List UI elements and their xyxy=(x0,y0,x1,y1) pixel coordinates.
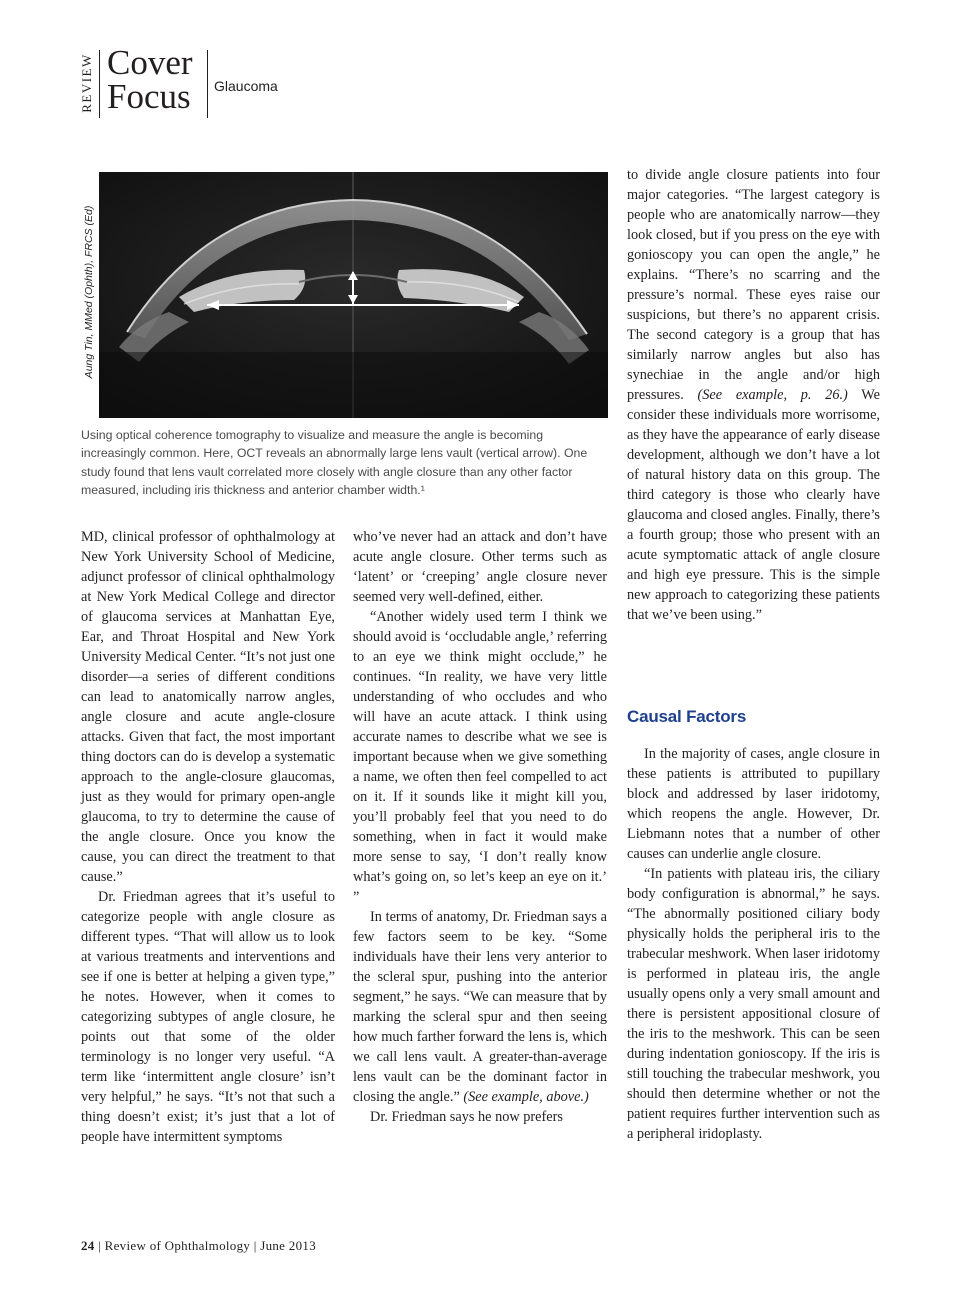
paragraph xyxy=(353,907,607,1107)
paragraph: “Another widely used term I think we should avoid is ‘occludable angle,’ referring to an eye we think might occlude,” he continues. “In reality, we have very little understanding of who occludes and who will have an acute attack. I think using accurate names to describe what we see is important because when we give something a name, we often then feel compelled to act on it. If it sounds like it might kill you, you’ll probably feel that you need to do something, when in fact it would make more sense to say, ‘I don’t really know what’s going on, so let’s keep an eye on it.’ ” xyxy=(353,609,607,905)
paragraph-text: In terms of anatomy, Dr. Friedman says a few factors seem to be key. “Some individuals have their lens very anterior to the scleral spur, pushing into the anterior segment,” he says. “We can measure that by marking the scleral spur and then seeing how much farther forward the lens is, which we call lens vault. A greater-than-average lens vault can be the dominant factor in closing the angle.” xyxy=(353,909,607,1105)
header-title xyxy=(107,43,193,116)
photo-credit xyxy=(80,172,98,418)
paragraph-text: to divide angle closure patients into four major categories. “The largest category is people who are anatomically narrow—they look closed, but if you press on the eye with gonioscopy you can open the angle,” he explains. “There’s no scarring and the pressure’s normal. These eyes raise our suspicions, but there’s no apparent crisis. The second category is a group that has similarly narrow angles but also has synechiae in the angle and/or high pressures. xyxy=(627,167,880,403)
figure-reference: (See example, p. 26.) xyxy=(697,387,848,403)
photo-credit-text: Aung Tin, MMed (Ophth), FRCS (Ed) xyxy=(83,205,95,379)
paragraph: Dr. Friedman says he now prefers xyxy=(370,1109,563,1125)
issue-date: June 2013 xyxy=(260,1238,316,1253)
article-column-3-top xyxy=(627,165,880,625)
figure-reference: (See example, above.) xyxy=(463,1089,589,1105)
paragraph: MD, clinical professor of ophthalmology at New York University School of Medicine, adjunct professor of clinical ophthalmology at New York Medical College and director of glaucoma services at Manhattan Eye, Ear, and Throat Hospital and New York University Medical Center. “It’s not just one disorder—a series of different conditions can lead to anatomically narrow angles, angle closure and acute angle-closure attacks. Given that fact, the most important thing doctors can do is develop a systematic approach to the angle-closure glaucomas, just as they would for primary open-angle glaucoma, to try to determine the cause of the angle closure. Once you know the cause, you can direct the treatment to that cause.” xyxy=(81,529,335,885)
paragraph: Dr. Friedman agrees that it’s useful to categorize people with angle closure as different types. “That will allow us to look at various treatments and interventions and see if one is better at helping a given type,” he notes. However, when it comes to categorizing subtypes of angle closure, he points out that some of the older terminology is no longer very useful. “A term like ‘intermittent angle closure’ isn’t very helpful,” he says. “It’s not that such a thing doesn’t exist; it’s just that a lot of people have intermittent symptoms xyxy=(81,889,335,1145)
footer-separator: | xyxy=(253,1238,257,1253)
article-column-1 xyxy=(81,527,335,1147)
paragraph: “In patients with plateau iris, the ciliary body configuration is abnormal,” he says. “The abnormally positioned ciliary body physically holds the peripheral iris to the trabecular meshwork. When laser iridotomy is performed in plateau iris, the angle usually opens only a very small amount and there is persistent appositional closure of the iris to the meshwork. This can be seen during indentation gonioscopy. If the iris is still touching the trabecular meshwork, you should then determine whether or not the patient requires further intervention such as a peripheral iridoplasty. xyxy=(627,866,880,1142)
page-number: 24 xyxy=(81,1238,95,1253)
section-label-vertical xyxy=(78,50,96,118)
header-title-line1: Cover xyxy=(107,43,193,82)
header-title-line2: Focus xyxy=(107,77,191,116)
section-label-text: REVIEW xyxy=(79,53,94,113)
header-divider-left xyxy=(99,50,100,118)
page-footer xyxy=(81,1238,316,1254)
figure-caption: Using optical coherence tomography to visualize and measure the angle is becoming increasingly common. Here, OCT reveals an abnormally large lens vault (vertical arrow). One study found that lens vault correlated more closely with angle closure than any other factor measured, including iris thickness and anterior chamber width.¹ xyxy=(81,428,588,498)
footer-separator: | xyxy=(98,1238,102,1253)
paragraph xyxy=(627,165,880,625)
publication-name: Review of Ophthalmology xyxy=(104,1238,251,1253)
header-divider-right xyxy=(207,50,208,118)
paragraph-text: We consider these individuals more worrisome, as they have the appearance of early disease development, although we don’t have a lot of natural history data on this group. The third category is those who clearly have glaucoma and closed angles. Finally, there’s a fourth group; those who present with an acute symptomatic attack of angle closure and high eye pressure. This is the simple new approach to categorizing these patients that we’ve been using.” xyxy=(627,387,880,623)
header-subtitle: Glaucoma xyxy=(214,78,278,94)
section-heading: Causal Factors xyxy=(627,707,747,726)
article-column-2 xyxy=(353,527,607,1127)
article-column-3-bottom xyxy=(627,744,880,1144)
oct-image xyxy=(99,172,608,418)
paragraph: In the majority of cases, angle closure in these patients is attributed to pupillary block and addressed by laser iridotomy, which reopens the angle. However, Dr. Liebmann notes that a number of other causes can underlie angle closure. xyxy=(627,746,880,862)
paragraph: who’ve never had an attack and don’t have acute angle closure. Other terms such as ‘latent’ or ‘creeping’ angle closure never seemed very well-defined, either. xyxy=(353,529,607,605)
